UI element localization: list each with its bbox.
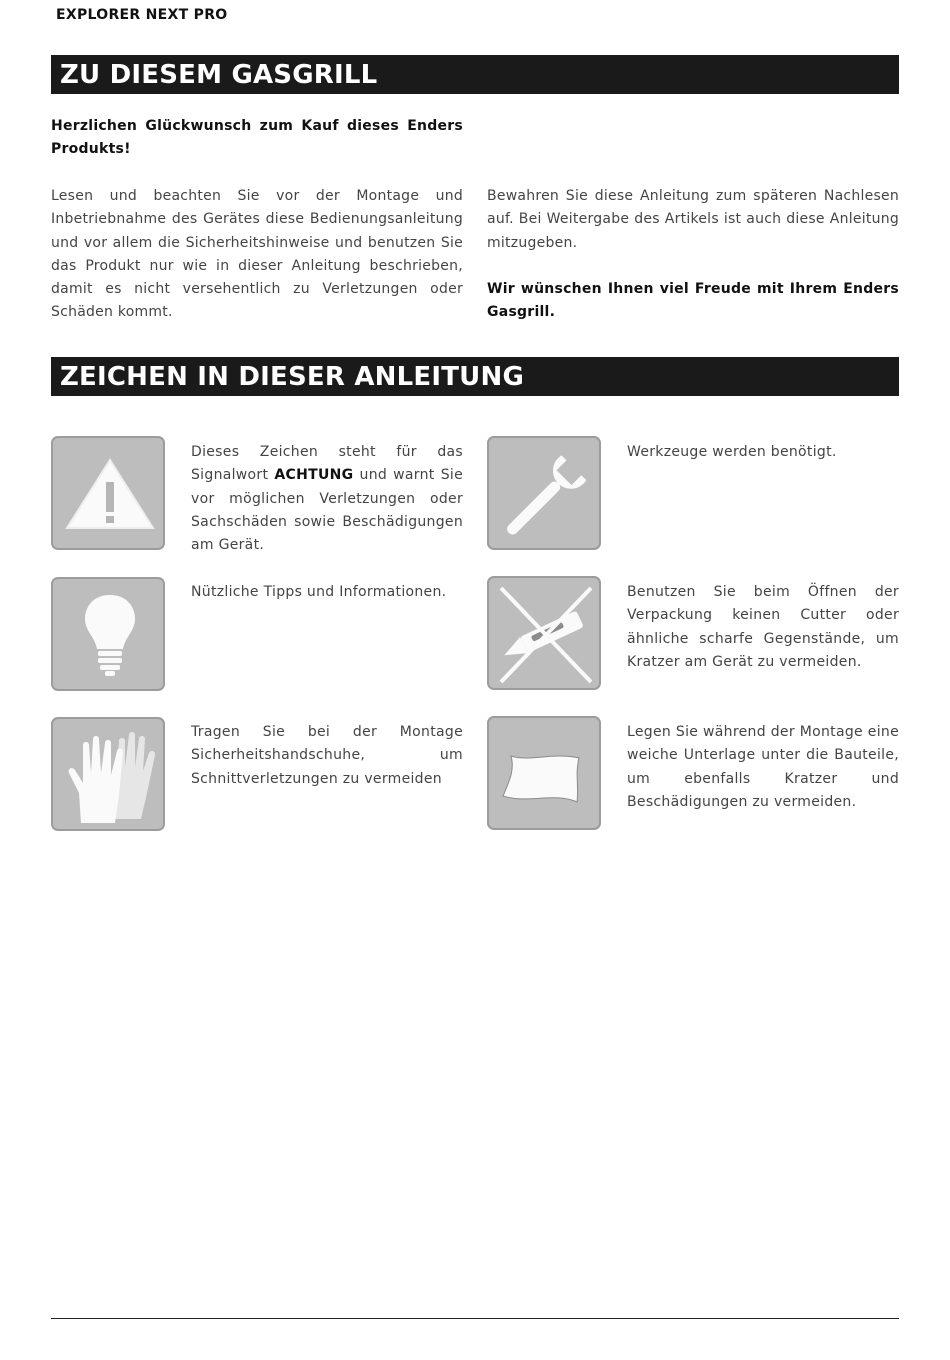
- warning-description: [191, 441, 463, 557]
- wrench-description: Werkzeuge werden benötigt.: [627, 444, 837, 460]
- intro-paragraph-right: Bewahren Sie diese Anleitung zum späteren Nachlesen auf. Bei Weitergabe des Artikels ist auch diese Anleitung mitzugeben.: [487, 188, 899, 251]
- tips-description: Nützliche Tipps und Informationen.: [191, 584, 447, 600]
- gloves-icon: [51, 717, 165, 831]
- congratulations-text: Herzlichen Glückwunsch zum Kauf dieses Enders Produkts!: [51, 118, 463, 158]
- no-cutter-description: Benutzen Sie beim Öffnen der Verpackung keinen Cutter oder ähnliche scharfe Gegenstände, um Kratzer am Gerät zu vermeiden.: [627, 584, 899, 670]
- warning-text-before: Dieses Zeichen steht für das Signalwort: [191, 444, 463, 484]
- light-bulb-icon: [51, 577, 165, 691]
- section-heading-gasgrill: ZU DIESEM GASGRILL: [51, 55, 899, 94]
- warning-text-after: und warnt Sie vor möglichen Verletzungen oder Sachschäden sowie Beschädigungen am Gerät.: [191, 467, 463, 554]
- soft-mat-icon: [487, 716, 601, 830]
- warning-triangle-icon: [51, 436, 165, 550]
- soft-mat-description: Legen Sie während der Montage eine weiche Unterlage unter die Bauteile, um ebenfalls Kratzer und Beschädigungen zu vermeiden.: [627, 724, 899, 810]
- signal-word: ACHTUNG: [274, 467, 354, 484]
- wrench-icon: [487, 436, 601, 550]
- closing-wish-text: Wir wünschen Ihnen viel Freude mit Ihrem Enders Gasgrill.: [487, 281, 899, 321]
- footer-divider: [51, 1318, 899, 1319]
- no-cutter-icon: [487, 576, 601, 690]
- gloves-description: Tragen Sie bei der Montage Sicherheitshandschuhe, um Schnittverletzungen zu vermeiden: [191, 724, 463, 787]
- running-header-title: EXPLORER NEXT PRO: [56, 7, 228, 23]
- section-heading-symbols: ZEICHEN IN DIESER ANLEITUNG: [51, 357, 899, 396]
- intro-paragraph-left: Lesen und beachten Sie vor der Montage und Inbetriebnahme des Gerätes diese Bedienungsanleitung und vor allem die Sicherheitshinweise und benutzen Sie das Produkt nur wie in dieser Anleitung beschrieben, damit es nicht versehentlich zu Verletzungen oder Schäden kommt.: [51, 188, 463, 321]
